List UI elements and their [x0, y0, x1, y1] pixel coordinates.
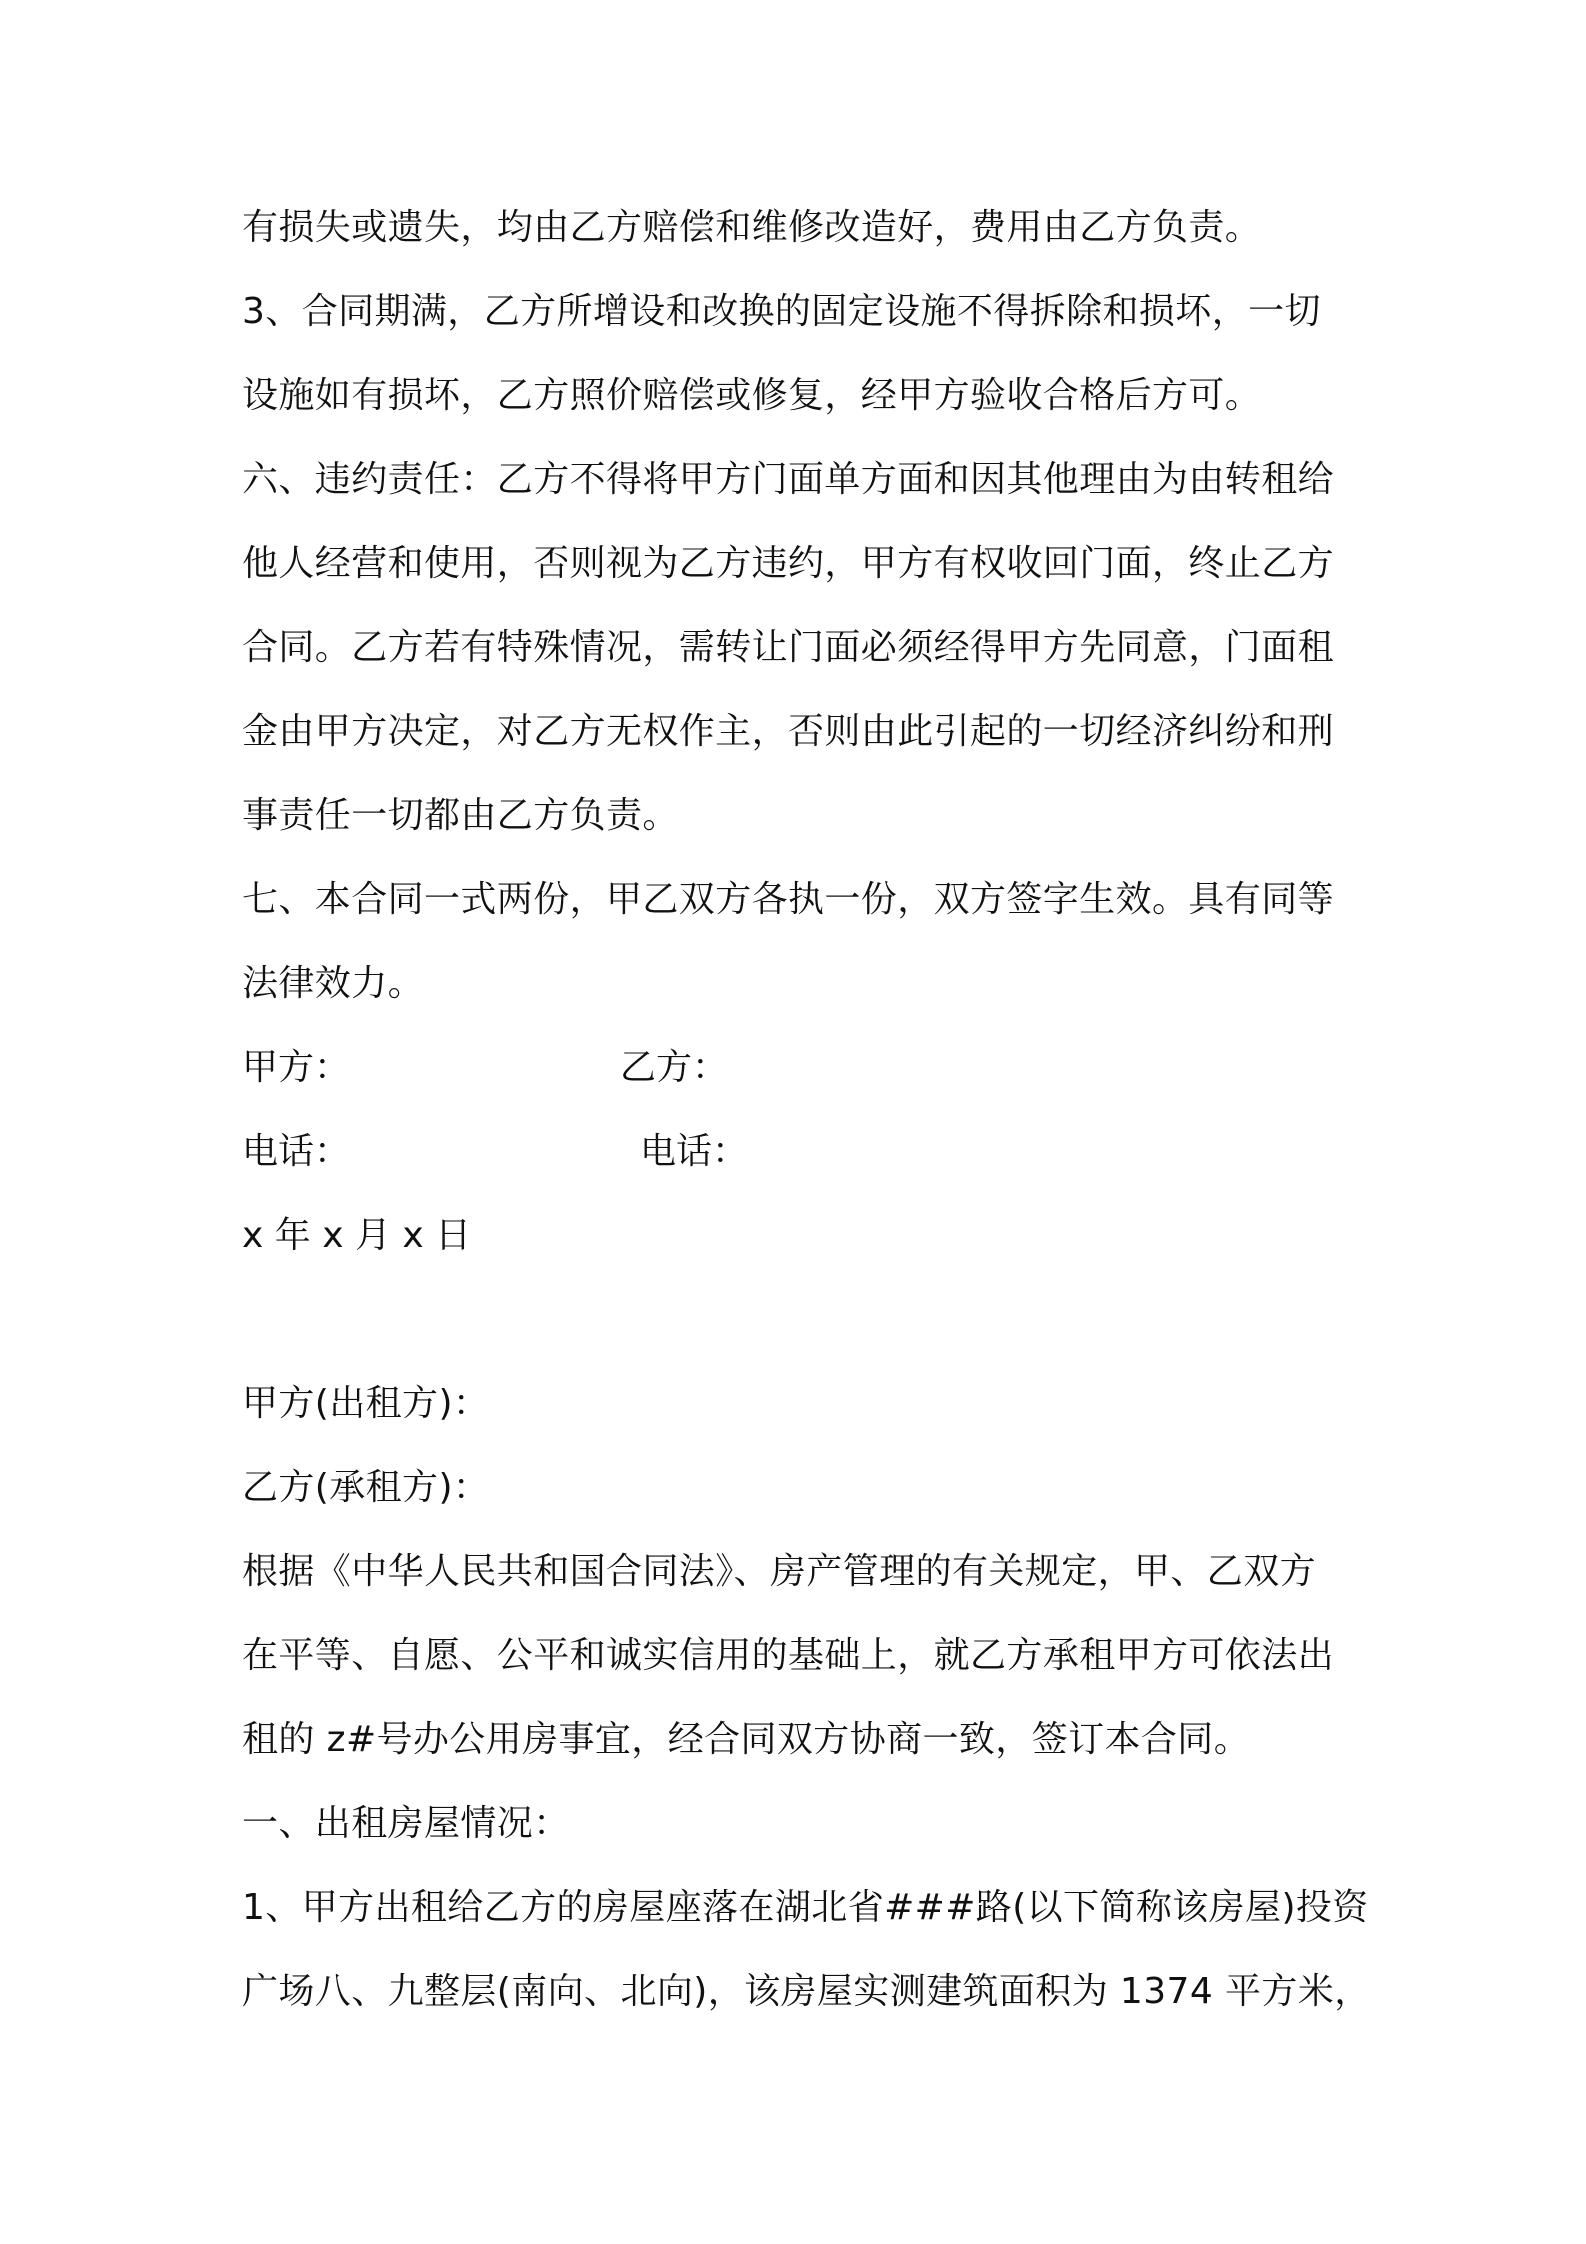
- paragraph-line: 有损失或遗失，均由乙方赔偿和维修改造好，费用由乙方负责。: [242, 207, 1262, 248]
- paragraph-line: 3、合同期满，乙方所增设和改换的固定设施不得拆除和损坏，一切: [242, 291, 1321, 332]
- party-b-label: 乙方：: [620, 1047, 729, 1088]
- paragraph-line: 事责任一切都由乙方负责。: [242, 795, 679, 836]
- paragraph-line: 六、违约责任：乙方不得将甲方门面单方面和因其他理由为由转租给: [242, 459, 1335, 500]
- section-heading: 一、出租房屋情况：: [242, 1803, 570, 1844]
- phone-a-label: 电话：: [242, 1131, 351, 1172]
- paragraph-line: 租的 z#号办公用房事宜，经合同双方协商一致，签订本合同。: [242, 1719, 1251, 1760]
- paragraph-line: 七、本合同一式两份，甲乙双方各执一份，双方签字生效。具有同等: [242, 879, 1335, 920]
- lessee-label: 乙方(承租方)：: [242, 1467, 490, 1508]
- paragraph-line: 他人经营和使用，否则视为乙方违约，甲方有权收回门面，终止乙方: [242, 543, 1335, 584]
- paragraph-line: 金由甲方决定，对乙方无权作主，否则由此引起的一切经济纠纷和刑: [242, 711, 1335, 752]
- paragraph-line: 在平等、自愿、公平和诚实信用的基础上，就乙方承租甲方可依法出: [242, 1635, 1335, 1676]
- paragraph-line: 广场八、九整层(南向、北向)，该房屋实测建筑面积为 1374 平方米，: [242, 1971, 1371, 2012]
- paragraph-line: 法律效力。: [242, 963, 425, 1004]
- paragraph-line: 合同。乙方若有特殊情况，需转让门面必须经得甲方先同意，门面租: [242, 627, 1335, 668]
- phone-b-label: 电话：: [640, 1131, 749, 1172]
- paragraph-line: 根据《中华人民共和国合同法》、房产管理的有关规定，甲、乙双方: [242, 1551, 1317, 1592]
- lessor-label: 甲方(出租方)：: [242, 1383, 490, 1424]
- signature-date: x 年 x 月 x 日: [242, 1215, 472, 1256]
- paragraph-line: 1、甲方出租给乙方的房屋座落在湖北省###路(以下简称该房屋)投资: [242, 1887, 1369, 1928]
- paragraph-line: 设施如有损坏，乙方照价赔偿或修复，经甲方验收合格后方可。: [242, 375, 1262, 416]
- party-a-label: 甲方：: [242, 1047, 351, 1088]
